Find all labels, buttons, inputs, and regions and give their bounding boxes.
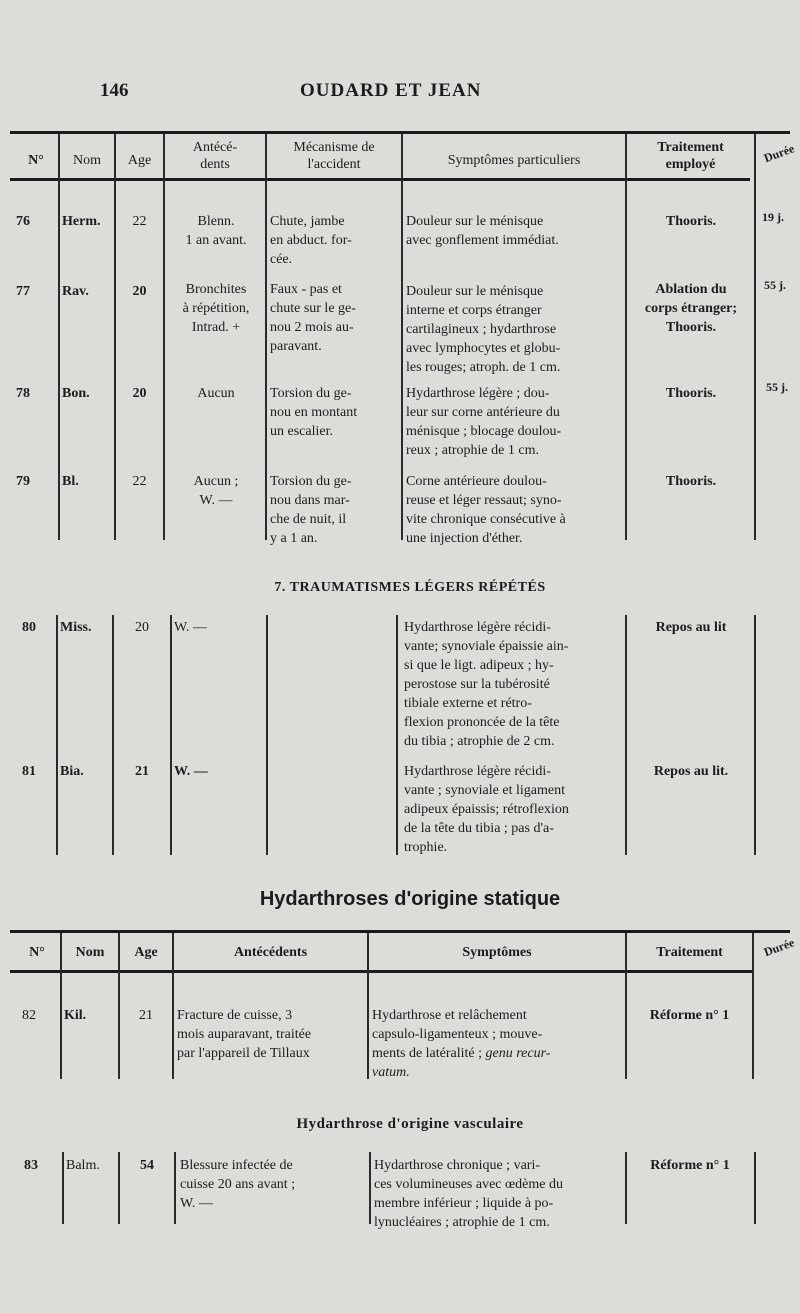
col-header-symptomes: Symptômes particuliers <box>447 153 581 168</box>
col-header-duree: Durée <box>762 141 797 166</box>
statique-header-traitement: Traitement <box>656 945 723 960</box>
row-79-mecanisme: Torsion du ge- nou dans mar- che de nuit, il y a 1 an. <box>270 474 352 546</box>
section7-col-divider <box>112 615 114 855</box>
row-81-nom: Bia. <box>60 764 84 779</box>
vasculaire-col-divider <box>174 1152 176 1224</box>
table1-col-divider <box>754 134 756 540</box>
row-80-symptomes: Hydarthrose légère récidi- vante; synoviale épaissie ain- si que le ligt. adipeux ; hy- perostose sur la tubérosité tibiale externe et rétro- flexion prononcée de la tête du tibia ; atrophie de 2 cm. <box>404 620 569 749</box>
row-79-nom: Bl. <box>62 474 79 489</box>
col-header-n: N° <box>28 153 44 168</box>
row-81-symptomes: Hydarthrose légère récidi- vante ; synoviale et ligament adipeux épaissis; rétroflexion de la tête du tibia ; pas d'a- trophie. <box>404 764 569 855</box>
section7-col-divider <box>266 615 268 855</box>
row-83-symptomes: Hydarthrose chronique ; vari- ces volumineuses avec œdème du membre inférieur ; liquide à po- lynucléaires ; atrophie de 1 cm. <box>374 1158 563 1230</box>
row-81-age: 21 <box>135 764 149 779</box>
row-77-mecanisme: Faux - pas et chute sur le ge- nou 2 mois au- paravant. <box>270 282 356 354</box>
row-80-traitement: Repos au lit <box>655 620 727 635</box>
table1-header-rule <box>10 178 750 181</box>
row-79-traitement: Thooris. <box>665 474 717 489</box>
row-76-age: 22 <box>132 214 147 229</box>
section-statique-title: Hydarthroses d'origine statique <box>259 888 561 910</box>
row-83-antecedents: Blessure infectée de cuisse 20 ans avant ; W. — <box>180 1158 296 1211</box>
row-81-traitement: Repos au lit. <box>653 764 729 779</box>
row-78-age: 20 <box>132 386 147 401</box>
statique-header-duree: Durée <box>762 935 797 960</box>
col-header-age: Age <box>127 153 152 168</box>
page-number: 146 <box>100 80 129 101</box>
row-82-symptomes <box>372 1006 622 1082</box>
row-82-symptomes-text: Hydarthrose et relâchement capsulo-ligamenteux ; mouve- ments de latéralité ; <box>372 1008 543 1061</box>
row-82-n: 82 <box>22 1008 36 1023</box>
row-77-nom: Rav. <box>62 284 89 299</box>
table1-col-divider <box>401 134 403 540</box>
running-head: OUDARD ET JEAN <box>300 80 482 101</box>
row-77-duree: 55 j. <box>764 278 786 292</box>
row-78-duree: 55 j. <box>766 380 788 394</box>
section7-col-divider <box>754 615 756 855</box>
row-77-traitement: Ablation du corps étranger; Thooris. <box>644 282 738 335</box>
row-77-antecedents: Bronchites à répétition, Intrad. + <box>182 282 250 335</box>
statique-header-age: Age <box>134 945 158 960</box>
row-77-n: 77 <box>16 284 30 299</box>
statique-header-nom: Nom <box>75 945 105 960</box>
vasculaire-col-divider <box>754 1152 756 1224</box>
table1-col-divider <box>58 134 60 540</box>
section7-col-divider <box>396 615 398 855</box>
section-vasculaire-title: Hydarthrose d'origine vasculaire <box>296 1116 524 1132</box>
row-79-antecedents: Aucun ; W. — <box>193 474 239 508</box>
row-83-nom: Balm. <box>66 1158 100 1173</box>
row-77-symptomes: Douleur sur le ménisque interne et corps étranger cartilagineux ; hydarthrose avec lymphocytes et globu- les rouges; atroph. de 1 cm. <box>406 284 561 375</box>
row-76-n: 76 <box>16 214 30 229</box>
row-83-age: 54 <box>140 1158 154 1173</box>
row-80-antecedents: W. — <box>174 620 207 635</box>
table1-col-divider <box>625 134 627 540</box>
row-76-symptomes: Douleur sur le ménisque avec gonflement immédiat. <box>406 214 559 248</box>
table1-col-divider <box>163 134 165 540</box>
vasculaire-col-divider <box>369 1152 371 1224</box>
col-header-traitement: Traitement employé <box>657 140 724 172</box>
col-header-antecedents: Antécé- dents <box>192 140 238 172</box>
row-82-symptomes-italic: genu recur- vatum. <box>372 1046 551 1080</box>
row-78-nom: Bon. <box>62 386 90 401</box>
col-header-nom: Nom <box>73 153 101 168</box>
row-81-n: 81 <box>22 764 36 779</box>
row-80-age: 20 <box>135 620 149 635</box>
statique-header-n: N° <box>29 945 45 960</box>
section7-col-divider <box>625 615 627 855</box>
statique-header-antecedents: Antécédents <box>233 945 308 960</box>
row-78-mecanisme: Torsion du ge- nou en montant un escalier. <box>270 386 358 439</box>
row-82-antecedents: Fracture de cuisse, 3 mois auparavant, traitée par l'appareil de Tillaux <box>177 1008 312 1061</box>
row-79-n: 79 <box>16 474 30 489</box>
section7-title: 7. TRAUMATISMES LÉGERS RÉPÉTÉS <box>274 580 546 595</box>
row-83-traitement: Réforme n° 1 <box>650 1158 730 1173</box>
row-78-n: 78 <box>16 386 30 401</box>
col-header-mecanisme: Mécanisme de l'accident <box>293 140 375 172</box>
table1-col-divider <box>265 134 267 540</box>
statique-header-rule <box>10 970 752 973</box>
row-82-traitement: Réforme n° 1 <box>649 1008 730 1023</box>
section7-col-divider <box>170 615 172 855</box>
row-79-age: 22 <box>132 474 147 489</box>
row-81-antecedents: W. — <box>174 764 208 779</box>
row-80-n: 80 <box>22 620 36 635</box>
vasculaire-col-divider <box>62 1152 64 1224</box>
row-76-traitement: Thooris. <box>665 214 717 229</box>
statique-col-divider <box>752 933 754 1079</box>
row-79-symptomes: Corne antérieure doulou- reuse et léger ressaut; syno- vite chronique consécutive à une injection d'éther. <box>406 474 566 546</box>
row-76-duree: 19 j. <box>762 210 784 224</box>
row-82-age: 21 <box>139 1008 153 1023</box>
statique-header-symptomes: Symptômes <box>462 945 532 960</box>
row-78-antecedents: Aucun <box>197 386 235 401</box>
row-77-age: 20 <box>132 284 147 299</box>
section7-col-divider <box>56 615 58 855</box>
row-76-mecanisme: Chute, jambe en abduct. for- cée. <box>270 214 352 267</box>
row-76-antecedents: Blenn. 1 an avant. <box>185 214 247 248</box>
row-80-nom: Miss. <box>60 620 92 635</box>
row-78-symptomes: Hydarthrose légère ; dou- leur sur corne antérieure du ménisque ; blocage doulou- reux ; atrophie de 1 cm. <box>406 386 562 458</box>
row-83-n: 83 <box>24 1158 38 1173</box>
table1-top-rule <box>10 131 790 134</box>
row-82-nom: Kil. <box>64 1008 87 1023</box>
statique-top-rule <box>10 930 790 933</box>
row-76-nom: Herm. <box>62 214 101 229</box>
row-78-traitement: Thooris. <box>665 386 717 401</box>
